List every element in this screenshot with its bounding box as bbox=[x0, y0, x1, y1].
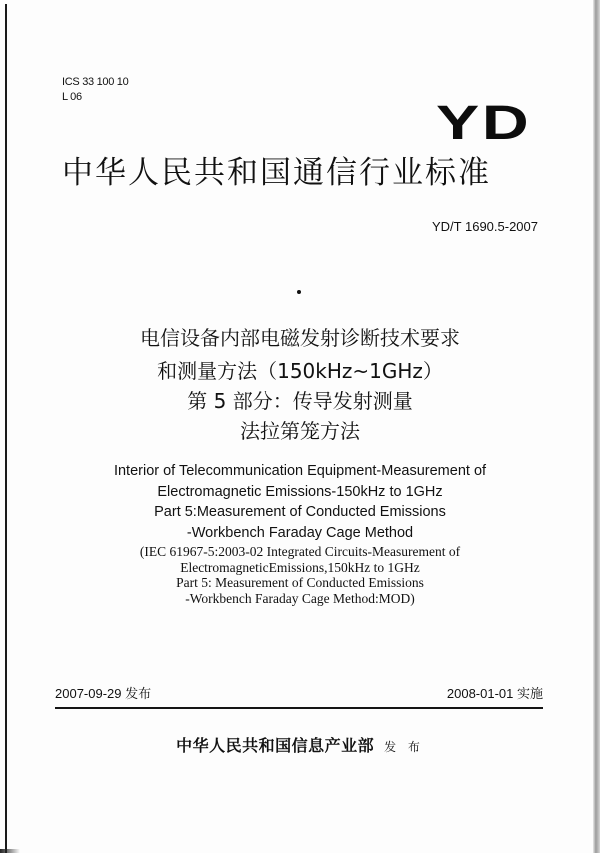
standard-type-heading: 中华人民共和国通信行业标准 bbox=[62, 155, 491, 191]
standard-number: YD/T 1690.5-2007 bbox=[432, 219, 538, 234]
issue-date: 2007-09-29 发布 bbox=[55, 686, 152, 701]
implementation-date: 2008-01-01 实施 bbox=[446, 686, 543, 701]
iec-reference-line: -Workbench Faraday Cage Method:MOD) bbox=[185, 590, 415, 606]
date-divider-line bbox=[55, 707, 543, 709]
bullet-dot bbox=[297, 290, 301, 294]
chinese-title-line: 法拉第笼方法 bbox=[240, 419, 360, 443]
ics-code: ICS 33 100 10 bbox=[62, 76, 129, 88]
chinese-title-line: 电信设备内部电磁发射诊断技术要求 bbox=[140, 326, 460, 350]
iec-reference-line: (IEC 61967-5:2003-02 Integrated Circuits-Measurement of bbox=[139, 544, 461, 559]
publisher-action: 发 布 bbox=[384, 740, 424, 754]
iec-reference bbox=[0, 544, 600, 606]
english-title-line: Electromagnetic Emissions-150kHz to 1GHz bbox=[157, 483, 443, 500]
scan-left-edge-shadow bbox=[0, 849, 20, 853]
chinese-title-line: 和测量方法（150kHz~1GHz） bbox=[157, 359, 443, 383]
english-title bbox=[0, 461, 600, 543]
english-title-line: Interior of Telecommunication Equipment-Measurement of bbox=[113, 463, 487, 479]
english-title-line: -Workbench Faraday Cage Method bbox=[186, 524, 414, 541]
english-title-line: Part 5:Measurement of Conducted Emissions bbox=[154, 504, 446, 520]
iec-reference-line: Part 5: Measurement of Conducted Emissions bbox=[176, 575, 424, 590]
chinese-title-line: 第 5 部分：传导发射测量 bbox=[187, 389, 413, 413]
publisher-name: 中华人民共和国信息产业部 bbox=[176, 736, 375, 755]
yd-logo: YD bbox=[436, 97, 532, 150]
classification-codes bbox=[62, 75, 128, 105]
iec-reference-line: ElectromagneticEmissions,150kHz to 1GHz bbox=[180, 559, 420, 575]
chinese-title bbox=[0, 321, 600, 446]
ccs-code: L 06 bbox=[62, 91, 82, 103]
publisher-line bbox=[0, 733, 600, 756]
